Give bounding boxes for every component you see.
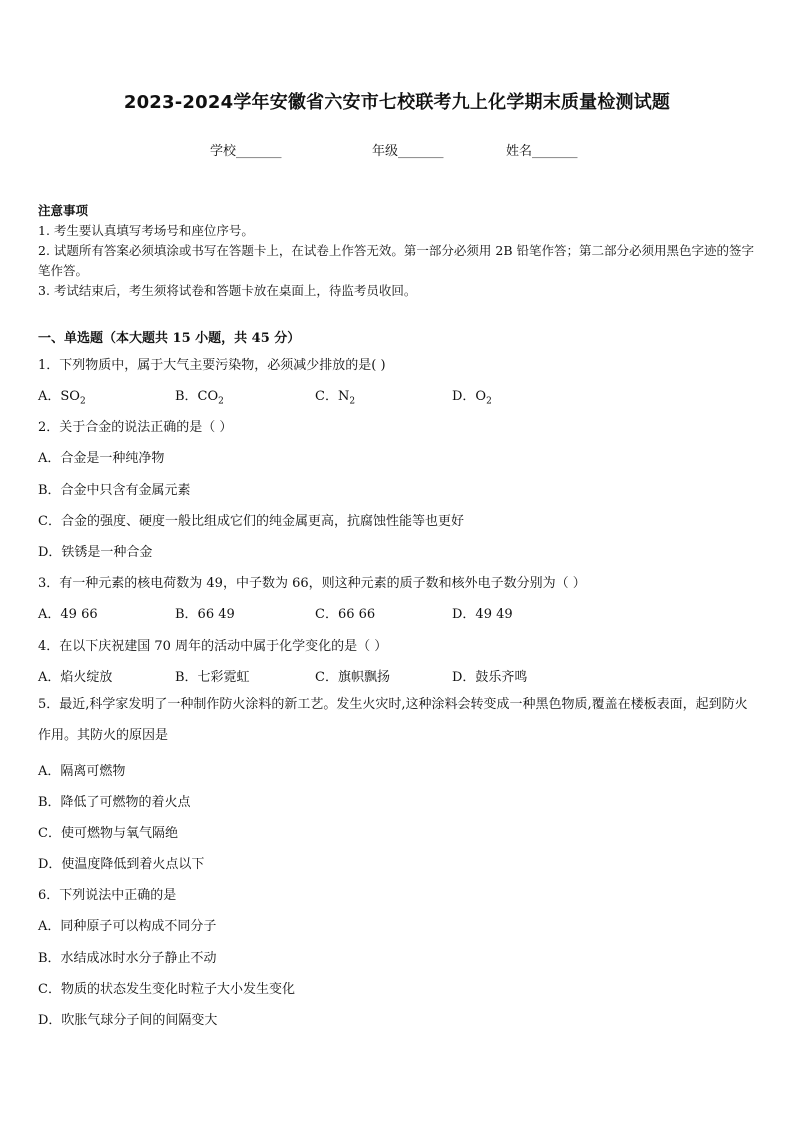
q6-option-c: C．物质的状态发生变化时粒子大小发生变化 bbox=[38, 982, 295, 997]
page-title: 2023-2024学年安徽省六安市七校联考九上化学期末质量检测试题 bbox=[123, 92, 671, 113]
q2-option-b: B．合金中只含有金属元素 bbox=[38, 483, 191, 498]
notice-item: 3. 考试结束后，考生须将试卷和答题卡放在桌面上，待监考员收回。 bbox=[38, 283, 417, 298]
q5-option-d: D．使温度降低到着火点以下 bbox=[38, 857, 205, 872]
name-field: 姓名_______ bbox=[506, 144, 578, 159]
q1-option-b: B．$CO_2$ bbox=[175, 389, 224, 407]
notice-item: 1. 考生要认真填写考场号和座位序号。 bbox=[38, 223, 254, 238]
q6-option-b: B．水结成冰时水分子静止不动 bbox=[38, 951, 217, 966]
q2-option-d: D．铁锈是一种合金 bbox=[38, 545, 153, 560]
grade-field: 年级_______ bbox=[372, 144, 444, 159]
q4-option-d: D．鼓乐齐鸣 bbox=[452, 670, 528, 685]
q1-option-c: C．$N_2$ bbox=[315, 389, 356, 407]
q4-option-c: C．旗帜飘扬 bbox=[315, 670, 390, 685]
question-3-stem: 3．有一种元素的核电荷数为 49，中子数为 66，则这种元素的质子数和核外电子数分别为（ ） bbox=[38, 576, 586, 591]
question-6-stem: 6．下列说法中正确的是 bbox=[38, 888, 177, 903]
question-2-stem: 2．关于合金的说法正确的是（ ） bbox=[38, 420, 233, 435]
q3-option-c: C．66 66 bbox=[315, 607, 376, 622]
q4-option-b: B．七彩霓虹 bbox=[175, 670, 250, 685]
student-info-row bbox=[0, 140, 794, 162]
q5-option-c: C．使可燃物与氧气隔绝 bbox=[38, 826, 178, 841]
q6-option-a: A．同种原子可以构成不同分子 bbox=[38, 919, 217, 934]
q3-option-b: B．66 49 bbox=[175, 607, 235, 622]
q2-option-a: A．合金是一种纯净物 bbox=[38, 451, 165, 466]
q2-option-c: C．合金的强度、硬度一般比组成它们的纯金属更高，抗腐蚀性能等也更好 bbox=[38, 514, 464, 529]
school-field: 学校_______ bbox=[210, 144, 282, 159]
q5-option-a: A．隔离可燃物 bbox=[38, 764, 126, 779]
notice-heading: 注意事项 bbox=[38, 203, 89, 218]
question-1-stem: 1．下列物质中，属于大气主要污染物，必须减少排放的是( ) bbox=[38, 358, 386, 373]
q3-option-d: D．49 49 bbox=[452, 607, 513, 622]
q1-option-d: D．$O_2$ bbox=[452, 389, 492, 407]
notice-block bbox=[38, 201, 758, 301]
q4-option-a: A．焰火绽放 bbox=[38, 670, 113, 685]
q5-option-b: B．降低了可燃物的着火点 bbox=[38, 795, 191, 810]
notice-item: 2. 试题所有答案必须填涂或书写在答题卡上，在试卷上作答无效。第一部分必须用 2B 铅笔作答；第二部分必须用黑色字迹的签字笔作答。 bbox=[38, 243, 754, 278]
question-4-stem: 4．在以下庆祝建国 70 周年的活动中属于化学变化的是（ ） bbox=[38, 639, 388, 654]
q3-option-a: A．49 66 bbox=[38, 607, 98, 622]
question-5-stem: 5．最近,科学家发明了一种制作防火涂料的新工艺。发生火灾时,这种涂料会转变成一种黑色物质,覆盖在楼板表面，起到防火作用。其防火的原因是 bbox=[38, 697, 748, 743]
q6-option-d: D．吹胀气球分子间的间隔变大 bbox=[38, 1013, 218, 1028]
section-heading: 一、单选题（本大题共 15 小题，共 45 分） bbox=[38, 331, 301, 346]
q1-option-a: A．$SO_2$ bbox=[38, 389, 86, 407]
